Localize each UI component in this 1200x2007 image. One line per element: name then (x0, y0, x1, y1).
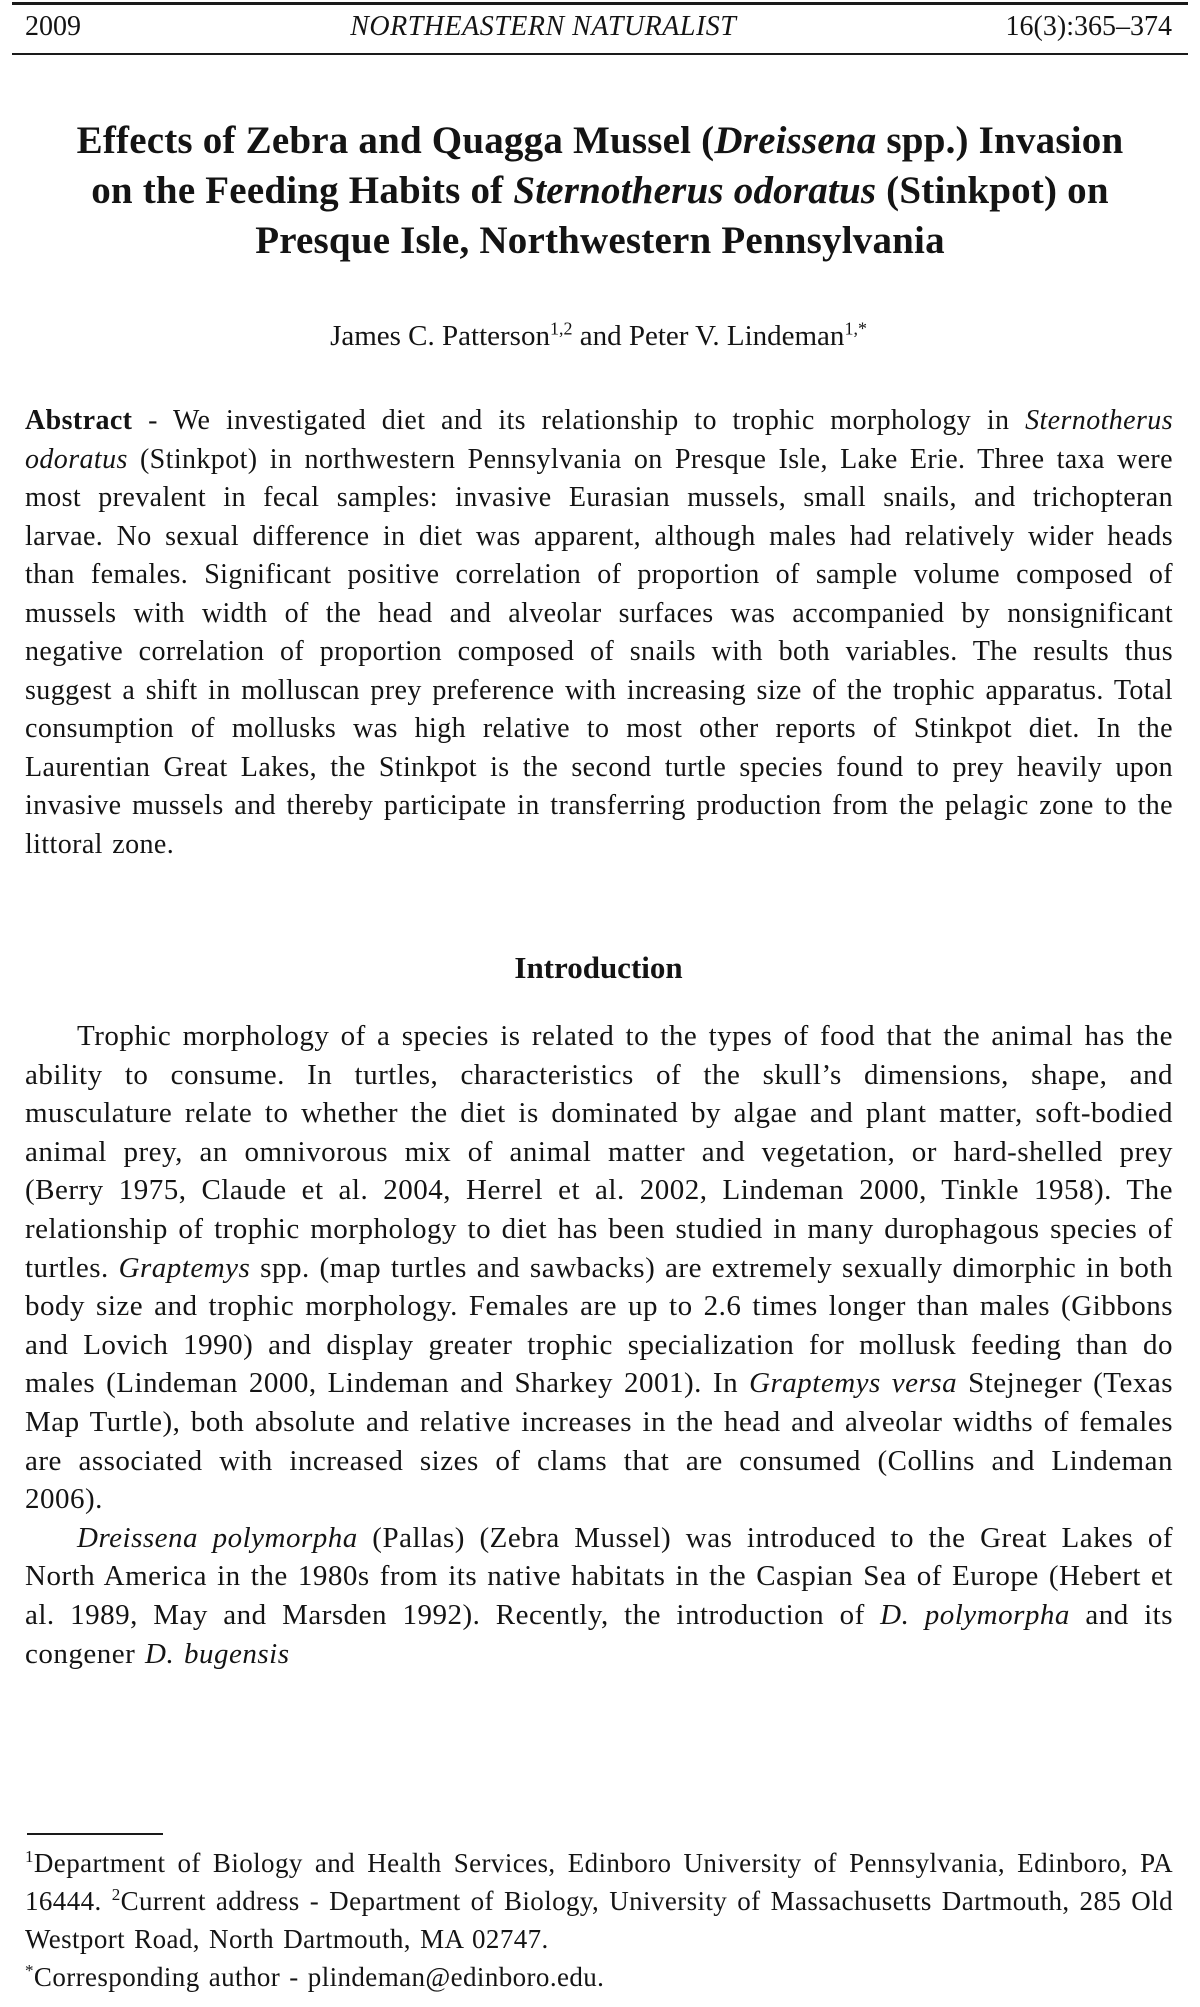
introduction-paragraph-1: Trophic morphology of a species is related to the types of food that the animal has the ability to consume. In turtles, characteristics of the skull’s dimensions, shape, and musculature relate to whether the diet is dominated by algae and plant matter, soft-bodied animal prey, an omnivorous mix of animal matter and vegetation, or hard-shelled prey (Berry 1975, Claude et al. 2004, Herrel et al. 2002, Lindeman 2000, Tinkle 1958). The relationship of trophic morphology to diet has been studied in many durophagous species of turtles. Graptemys spp. (map turtles and sawbacks) are extremely sexually dimorphic in both body size and trophic morphology. Females are up to 2.6 times longer than males (Gibbons and Lovich 1990) and display greater trophic specialization for mollusk feeding than do males (Lindeman 2000, Lindeman and Sharkey 2001). In Graptemys versa Stejneger (Texas Map Turtle), both absolute and relative increases in the head and alveolar widths of females are associated with increased sizes of clams that are consumed (Collins and Lindeman 2006). (25, 1020, 1173, 1516)
footnote-divider (27, 1833, 163, 1835)
footnote-corresponding-author: *Corresponding author - plindeman@edinboro.edu. (25, 1961, 605, 1992)
footnotes (25, 1844, 1173, 1996)
journal-name: NORTHEASTERN NATURALIST (350, 11, 737, 42)
introduction-heading: Introduction (514, 950, 683, 985)
introduction-body (25, 1017, 1173, 1673)
header-rule-top (12, 2, 1188, 5)
header-rule-bottom (12, 53, 1188, 55)
journal-citation: 16(3):365–374 (1005, 11, 1172, 42)
journal-year: 2009 (25, 11, 81, 42)
article-title: Effects of Zebra and Quagga Mussel (Dreissena spp.) Invasion on the Feeding Habits of Sternotherus odoratus (Stinkpot) on Presque Isle, Northwestern Pennsylvania (76, 119, 1124, 262)
abstract-paragraph: Abstract - We investigated diet and its relationship to trophic morphology in Sternotherus odoratus (Stinkpot) in northwestern Pennsylvania on Presque Isle, Lake Erie. Three taxa were most prevalent in fecal samples: invasive Eurasian mussels, small snails, and trichopteran larvae. No sexual difference in diet was apparent, although males had relatively wider heads than females. Significant positive correlation of proportion of sample volume composed of mussels with width of the head and alveolar surfaces was accompanied by nonsignificant negative correlation of proportion composed of snails with both variables. The results thus suggest a shift in molluscan prey preference with increasing size of the trophic apparatus. Total consumption of mollusks was high relative to most other reports of Stinkpot diet. In the Laurentian Great Lakes, the Stinkpot is the second turtle species found to prey heavily upon invasive mussels and thereby participate in transferring production from the pelagic zone to the littoral zone. (25, 405, 1173, 860)
authors-line: James C. Patterson$^{1,2}$ and Peter V. Lindeman$^{1,*}$ (330, 318, 867, 352)
footnote-affiliations: $^1$Department of Biology and Health Services, Edinboro University of Pennsylvania, Edinboro, PA 16444. $^2$Current address - Department of Biology, University of Massachusetts Dartmouth, 285 Old Westport Road, North Dartmouth, MA 02747. (25, 1847, 1173, 1954)
journal-header (25, 10, 1172, 44)
introduction-paragraph-2: Dreissena polymorpha (Pallas) (Zebra Mussel) was introduced to the Great Lakes of North America in the 1980s from its native habitats in the Caspian Sea of Europe (Hebert et al. 1989, May and Marsden 1992). Recently, the introduction of D. polymorpha and its congener D. bugensis (25, 1521, 1174, 1670)
